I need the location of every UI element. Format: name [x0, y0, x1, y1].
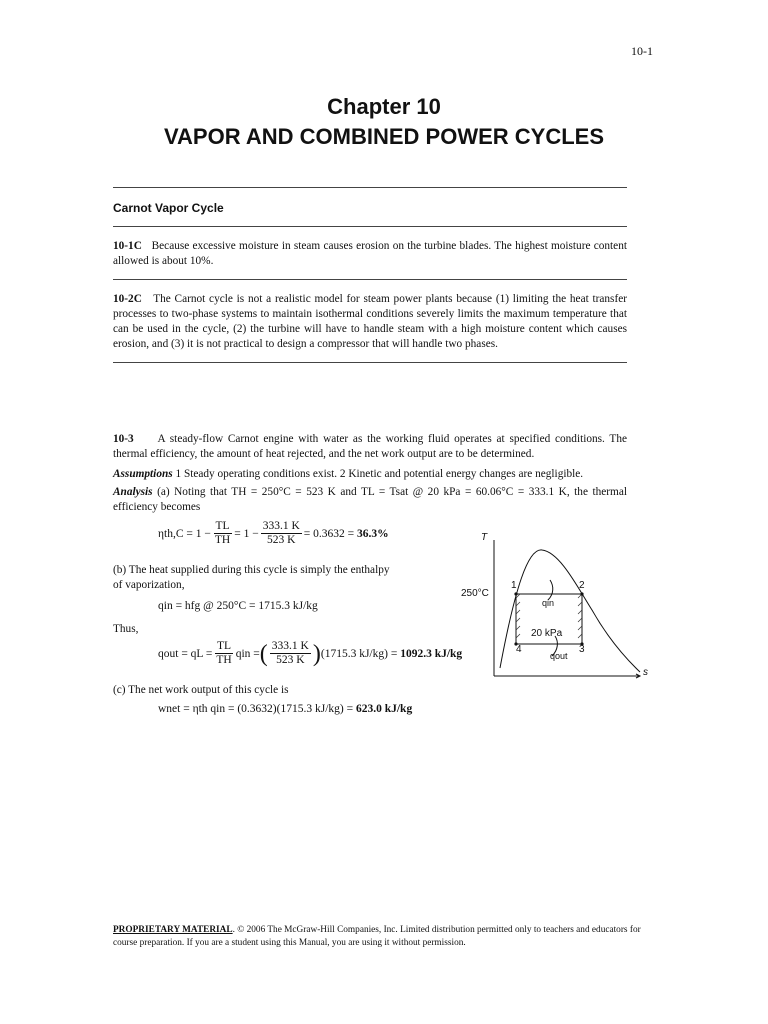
- equation-qout: [158, 640, 462, 667]
- chapter-title: VAPOR AND COMBINED POWER CYCLES: [163, 124, 605, 149]
- temp-label: 250°C: [461, 588, 489, 599]
- section-title: Carnot Vapor Cycle: [113, 201, 224, 215]
- paren: ): [312, 640, 321, 667]
- numerator: 333.1 K: [262, 520, 300, 532]
- denominator: 523 K: [276, 654, 305, 666]
- divider: [113, 226, 627, 227]
- problem-text: Because excessive moisture in steam causes erosion on the turbine blades. The highest moisture content allowed is about 10%.: [113, 240, 627, 267]
- hatch-left: [516, 594, 520, 638]
- thus-text: Thus,: [113, 623, 139, 635]
- state-3-label: 3: [579, 644, 585, 655]
- problem-number: 10-2C: [113, 293, 142, 305]
- state-2-label: 2: [579, 580, 585, 591]
- assumptions-label: Assumptions: [113, 468, 173, 480]
- eq-text: qin =: [235, 647, 260, 660]
- qin-arrow: [548, 580, 553, 600]
- equation-qin: qin = hfg @ 250°C = 1715.3 kJ/kg: [158, 600, 318, 612]
- assumptions: [113, 467, 627, 482]
- state-point: [580, 592, 583, 595]
- numerator: TL: [217, 640, 232, 652]
- divider: [113, 362, 627, 363]
- page-number: 10-1: [631, 44, 653, 58]
- analysis-text: (a) Noting that TH = 250°C = 523 K and TL = Tsat @ 20 kPa = 60.06°C = 333.1 K, the thermal efficiency becomes: [113, 486, 627, 513]
- fraction: [270, 640, 311, 667]
- fraction: [214, 640, 233, 667]
- pressure-label: 20 kPa: [531, 628, 563, 639]
- eq-result: 1092.3 kJ/kg: [400, 647, 463, 660]
- eq-result: 36.3%: [356, 527, 389, 540]
- numerator: TL: [215, 520, 230, 532]
- eq-result: 623.0 kJ/kg: [355, 703, 413, 715]
- denominator: TH: [216, 654, 232, 666]
- equation-wnet: [158, 703, 412, 715]
- hatch-right: [578, 594, 582, 638]
- eq-text: ηth,C = 1 −: [158, 527, 211, 540]
- eq-text: wnet = ηth qin = (0.3632)(1715.3 kJ/kg) =: [158, 703, 354, 715]
- state-4-label: 4: [516, 644, 522, 655]
- denominator: TH: [214, 534, 231, 546]
- assumptions-text: 1 Steady operating conditions exist. 2 Kinetic and potential energy changes are negligible.: [175, 468, 584, 480]
- analysis-label: Analysis: [113, 486, 153, 498]
- part-b: (b) The heat supplied during this cycle is simply the enthalpy of vaporization,: [113, 564, 390, 591]
- s-axis-label: s: [643, 667, 648, 678]
- fraction: [261, 520, 302, 547]
- problem-text: The Carnot cycle is not a realistic model for steam power plants because (1) limiting the heat transfer processes to two-phase systems to maintain isothermal conditions severely limits the maximum temperature that can be used in the cycle, (2) the turbine will have to handle steam with a high moisture content which causes erosion, and (3) it is not practical to design a compressor that will handle two phases.: [113, 293, 627, 350]
- eq-text: = 0.3632 =: [303, 527, 355, 540]
- state-point: [514, 592, 517, 595]
- chapter-number: Chapter 10: [327, 94, 441, 119]
- eq-text: = 1 −: [234, 527, 259, 540]
- problem-number: 10-1C: [113, 240, 142, 252]
- problem-10-3: [113, 432, 627, 462]
- paren: (: [259, 640, 268, 667]
- eq-text: (1715.3 kJ/kg) =: [320, 647, 398, 660]
- part-c: (c) The net work output of this cycle is: [113, 684, 289, 696]
- denominator: 523 K: [267, 534, 296, 546]
- footer: [113, 924, 643, 950]
- footer-text: . © 2006 The McGraw-Hill Companies, Inc. Limited distribution permitted only to teachers and educators for course preparation. If you are a student using this Manual, you are using it without permission.: [113, 925, 641, 948]
- fraction: [213, 520, 232, 547]
- problem-text: A steady-flow Carnot engine with water as the working fluid operates at specified conditions. The thermal efficiency, the amount of heat rejected, and the net work output are to be determined.: [113, 433, 627, 460]
- qin-label: qin: [542, 598, 555, 608]
- divider: [113, 279, 627, 280]
- eq-text: qout = qL =: [158, 647, 213, 660]
- analysis: [113, 485, 627, 515]
- equation-efficiency: [158, 520, 389, 547]
- problem-10-2c: [113, 292, 627, 352]
- qout-label: qout: [550, 651, 568, 661]
- state-1-label: 1: [511, 580, 517, 591]
- problem-10-1c: [113, 239, 627, 269]
- numerator: 333.1 K: [271, 640, 309, 652]
- problem-number: 10-3: [113, 433, 134, 445]
- footer-label: PROPRIETARY MATERIAL: [113, 925, 233, 935]
- t-axis-label: T: [481, 532, 488, 543]
- divider: [113, 187, 627, 188]
